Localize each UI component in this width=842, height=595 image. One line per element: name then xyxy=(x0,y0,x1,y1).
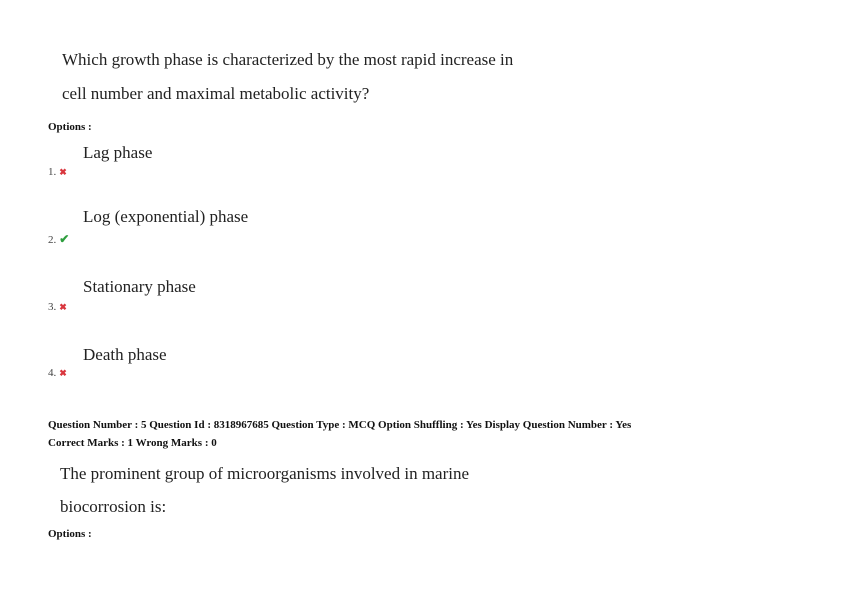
question-5-text-line-1: The prominent group of microorganisms involved in marine xyxy=(60,464,470,483)
options-label-q5: Options : xyxy=(48,528,92,540)
option-4-number xyxy=(48,367,67,379)
option-3-number xyxy=(48,301,67,313)
option-number: 2. xyxy=(48,233,57,246)
question-meta-line-2: Correct Marks : 1 Wrong Marks : 0 xyxy=(48,437,217,449)
option-2-number xyxy=(48,232,69,247)
wrong-icon: ✖ xyxy=(59,367,67,378)
option-1-text: Lag phase xyxy=(83,143,153,162)
options-label: Options : xyxy=(48,121,92,133)
option-3-text: Stationary phase xyxy=(83,277,196,296)
question-5-text-line-2: biocorrosion is: xyxy=(60,497,167,516)
question-meta-line-1: Question Number : 5 Question Id : 8318967685 Question Type : MCQ Option Shuffling : Yes Display Question Number : Yes xyxy=(48,419,632,431)
option-number: 3. xyxy=(48,301,57,313)
wrong-icon: ✖ xyxy=(59,301,67,312)
option-number: 1. xyxy=(48,166,57,178)
check-icon: ✔ xyxy=(59,232,70,246)
wrong-icon: ✖ xyxy=(59,166,67,177)
option-2-text: Log (exponential) phase xyxy=(83,207,249,226)
option-4-text: Death phase xyxy=(83,345,167,364)
question-text-line-2: cell number and maximal metabolic activity? xyxy=(62,84,370,103)
question-text-line-1: Which growth phase is characterized by the most rapid increase in xyxy=(62,50,514,69)
option-number: 4. xyxy=(48,367,57,379)
option-1-number xyxy=(48,166,67,178)
